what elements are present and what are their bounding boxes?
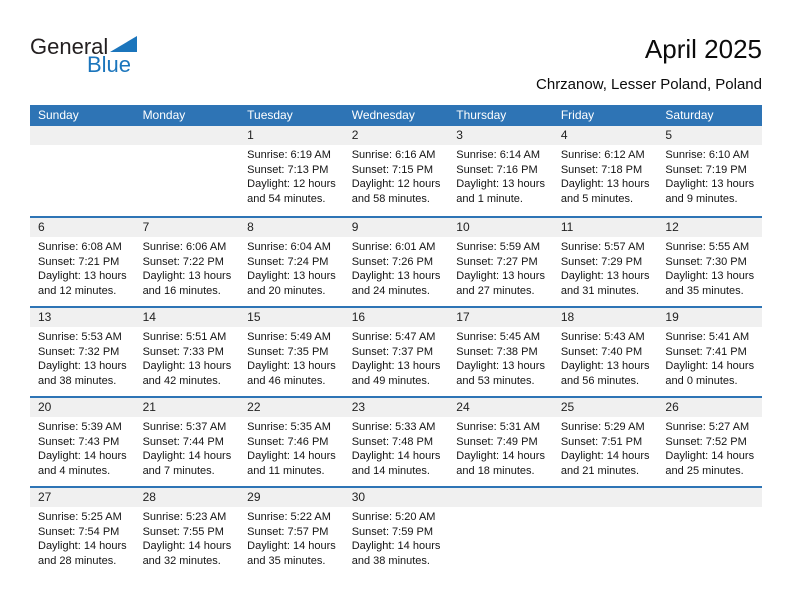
daylight-text-line1: Daylight: 13 hours	[38, 360, 127, 373]
weekday-header-tuesday: Tuesday	[247, 108, 293, 122]
sunset-text: Sunset: 7:51 PM	[560, 435, 643, 448]
daylight-text-line2: and 0 minutes.	[665, 374, 738, 387]
day-number: 24	[448, 398, 553, 417]
sunset-text: Sunset: 7:35 PM	[247, 345, 329, 358]
weekday-header-sunday: Sunday	[38, 108, 79, 122]
empty-day-cell	[135, 126, 240, 216]
day-number: 15	[239, 308, 344, 327]
day-cell	[135, 398, 240, 486]
sunset-text: Sunset: 7:38 PM	[456, 345, 538, 358]
daylight-text-line1: Daylight: 13 hours	[560, 178, 650, 191]
sunrise-text: Sunrise: 6:08 AM	[38, 241, 122, 253]
day-cell	[344, 308, 449, 396]
daylight-text-line2: and 16 minutes.	[142, 284, 221, 297]
day-number: 19	[657, 308, 762, 327]
sunrise-text: Sunrise: 5:29 AM	[560, 421, 645, 433]
day-number: 4	[553, 126, 658, 145]
sunset-text: Sunset: 7:57 PM	[247, 525, 329, 538]
sunrise-text: Sunrise: 5:49 AM	[247, 331, 331, 343]
empty-day-cell	[448, 488, 553, 576]
week-row	[30, 126, 762, 216]
day-number: 11	[553, 218, 658, 237]
daylight-text-line1: Daylight: 13 hours	[456, 270, 545, 283]
sunset-text: Sunset: 7:59 PM	[351, 525, 434, 538]
daylight-text-line2: and 14 minutes.	[351, 464, 430, 477]
sunset-text: Sunset: 7:33 PM	[142, 345, 224, 358]
day-number: 25	[553, 398, 658, 417]
sunset-text: Sunset: 7:18 PM	[560, 163, 643, 176]
weekday-header-thursday: Thursday	[456, 108, 507, 122]
daylight-text-line2: and 21 minutes.	[560, 464, 640, 477]
empty-day-cell	[657, 488, 762, 576]
sunrise-text: Sunrise: 5:53 AM	[38, 331, 122, 343]
sunset-text: Sunset: 7:43 PM	[38, 435, 120, 448]
day-cell	[344, 398, 449, 486]
sunset-text: Sunset: 7:54 PM	[38, 525, 120, 538]
daylight-text-line2: and 12 minutes.	[38, 284, 117, 297]
sunrise-text: Sunrise: 5:51 AM	[142, 331, 227, 343]
sunrise-text: Sunrise: 5:20 AM	[351, 511, 436, 523]
weekday-header-friday: Friday	[560, 108, 595, 122]
sunset-text: Sunset: 7:46 PM	[247, 435, 329, 448]
day-number: 17	[448, 308, 553, 327]
daylight-text-line2: and 25 minutes.	[665, 464, 744, 477]
daylight-text-line1: Daylight: 13 hours	[560, 360, 650, 373]
calendar-body	[30, 126, 762, 576]
daylight-text-line2: and 4 minutes.	[38, 464, 111, 477]
day-cell	[344, 488, 449, 576]
daylight-text-line1: Daylight: 13 hours	[665, 178, 755, 191]
week-row	[30, 396, 762, 486]
day-number: 6	[30, 218, 135, 237]
daylight-text-line1: Daylight: 13 hours	[247, 270, 336, 283]
sunset-text: Sunset: 7:26 PM	[351, 255, 434, 268]
sunset-text: Sunset: 7:41 PM	[665, 345, 747, 358]
day-number: 14	[135, 308, 240, 327]
sunrise-text: Sunrise: 5:57 AM	[560, 241, 645, 253]
daylight-text-line1: Daylight: 13 hours	[665, 270, 755, 283]
sunrise-text: Sunrise: 6:06 AM	[142, 241, 227, 253]
day-cell	[553, 308, 658, 396]
sunrise-text: Sunrise: 6:04 AM	[247, 241, 331, 253]
sunrise-text: Sunrise: 5:31 AM	[456, 421, 541, 433]
sunrise-text: Sunrise: 5:27 AM	[665, 421, 750, 433]
general-blue-logo	[30, 36, 170, 90]
weekday-header-wednesday: Wednesday	[351, 108, 415, 122]
daylight-text-line2: and 27 minutes.	[456, 284, 535, 297]
day-cell	[448, 126, 553, 216]
sunrise-text: Sunrise: 5:23 AM	[142, 511, 227, 523]
empty-day-cell	[553, 488, 658, 576]
weekday-header-saturday: Saturday	[665, 108, 714, 122]
sunset-text: Sunset: 7:13 PM	[247, 163, 329, 176]
daylight-text-line2: and 18 minutes.	[456, 464, 535, 477]
sunset-text: Sunset: 7:27 PM	[456, 255, 538, 268]
daylight-text-line2: and 7 minutes.	[142, 464, 215, 477]
daylight-text-line2: and 28 minutes.	[38, 554, 117, 567]
weekday-header-monday: Monday	[142, 108, 186, 122]
sunrise-text: Sunrise: 6:19 AM	[247, 149, 331, 161]
sunrise-text: Sunrise: 6:01 AM	[351, 241, 436, 253]
day-cell	[30, 218, 135, 306]
day-number: 8	[239, 218, 344, 237]
day-cell	[30, 398, 135, 486]
daylight-text-line1: Daylight: 14 hours	[38, 540, 127, 553]
daylight-text-line2: and 35 minutes.	[247, 554, 326, 567]
sunrise-text: Sunrise: 5:45 AM	[456, 331, 541, 343]
daylight-text-line1: Daylight: 13 hours	[351, 360, 441, 373]
daylight-text-line1: Daylight: 14 hours	[456, 450, 545, 463]
daylight-text-line2: and 42 minutes.	[142, 374, 221, 387]
daylight-text-line1: Daylight: 14 hours	[142, 450, 232, 463]
sunrise-text: Sunrise: 6:10 AM	[665, 149, 750, 161]
sunset-text: Sunset: 7:49 PM	[456, 435, 538, 448]
daylight-text-line2: and 53 minutes.	[456, 374, 535, 387]
daylight-text-line1: Daylight: 12 hours	[351, 178, 441, 191]
day-number	[135, 126, 240, 145]
daylight-text-line2: and 32 minutes.	[142, 554, 221, 567]
daylight-text-line1: Daylight: 14 hours	[142, 540, 232, 553]
page-header	[30, 34, 762, 100]
day-cell	[239, 308, 344, 396]
sunset-text: Sunset: 7:52 PM	[665, 435, 747, 448]
day-cell	[135, 488, 240, 576]
sunrise-text: Sunrise: 5:37 AM	[142, 421, 227, 433]
day-number	[448, 488, 553, 507]
daylight-text-line1: Daylight: 13 hours	[351, 270, 441, 283]
location-subtitle: Chrzanow, Lesser Poland, Poland	[536, 76, 762, 93]
day-cell	[239, 398, 344, 486]
daylight-text-line2: and 31 minutes.	[560, 284, 640, 297]
page-title: April 2025	[644, 34, 762, 64]
daylight-text-line2: and 9 minutes.	[665, 192, 738, 205]
sunset-text: Sunset: 7:44 PM	[142, 435, 224, 448]
daylight-text-line2: and 38 minutes.	[38, 374, 117, 387]
day-cell	[239, 218, 344, 306]
daylight-text-line2: and 1 minute.	[456, 192, 523, 205]
sunset-text: Sunset: 7:19 PM	[665, 163, 747, 176]
day-cell	[657, 398, 762, 486]
day-cell	[239, 488, 344, 576]
daylight-text-line2: and 56 minutes.	[560, 374, 640, 387]
day-number: 12	[657, 218, 762, 237]
sunset-text: Sunset: 7:29 PM	[560, 255, 643, 268]
day-number: 20	[30, 398, 135, 417]
daylight-text-line1: Daylight: 14 hours	[665, 450, 755, 463]
sunrise-text: Sunrise: 5:22 AM	[247, 511, 331, 523]
day-number: 2	[344, 126, 449, 145]
sunset-text: Sunset: 7:30 PM	[665, 255, 747, 268]
calendar-header-row	[30, 105, 762, 126]
day-cell	[135, 218, 240, 306]
sunrise-text: Sunrise: 5:39 AM	[38, 421, 122, 433]
week-row	[30, 216, 762, 306]
daylight-text-line1: Daylight: 13 hours	[142, 270, 232, 283]
day-number	[30, 126, 135, 145]
sunset-text: Sunset: 7:48 PM	[351, 435, 434, 448]
daylight-text-line1: Daylight: 12 hours	[247, 178, 336, 191]
day-cell	[553, 218, 658, 306]
sunrise-text: Sunrise: 5:35 AM	[247, 421, 331, 433]
daylight-text-line2: and 58 minutes.	[351, 192, 430, 205]
sunrise-text: Sunrise: 5:33 AM	[351, 421, 436, 433]
daylight-text-line1: Daylight: 13 hours	[247, 360, 336, 373]
day-cell	[448, 398, 553, 486]
sunset-text: Sunset: 7:22 PM	[142, 255, 224, 268]
daylight-text-line2: and 5 minutes.	[560, 192, 633, 205]
day-cell	[657, 126, 762, 216]
sunset-text: Sunset: 7:15 PM	[351, 163, 434, 176]
daylight-text-line1: Daylight: 13 hours	[560, 270, 650, 283]
day-cell	[553, 398, 658, 486]
sunset-text: Sunset: 7:55 PM	[142, 525, 224, 538]
daylight-text-line1: Daylight: 14 hours	[560, 450, 650, 463]
daylight-text-line1: Daylight: 14 hours	[247, 540, 336, 553]
daylight-text-line1: Daylight: 13 hours	[38, 270, 127, 283]
day-number: 23	[344, 398, 449, 417]
day-number: 1	[239, 126, 344, 145]
sunset-text: Sunset: 7:24 PM	[247, 255, 329, 268]
day-number: 9	[344, 218, 449, 237]
daylight-text-line1: Daylight: 14 hours	[665, 360, 755, 373]
daylight-text-line2: and 24 minutes.	[351, 284, 430, 297]
empty-day-cell	[30, 126, 135, 216]
day-cell	[553, 126, 658, 216]
day-number: 3	[448, 126, 553, 145]
day-number: 18	[553, 308, 658, 327]
sunrise-text: Sunrise: 5:25 AM	[38, 511, 122, 523]
sunrise-text: Sunrise: 5:43 AM	[560, 331, 645, 343]
day-cell	[448, 308, 553, 396]
day-number: 16	[344, 308, 449, 327]
day-number: 26	[657, 398, 762, 417]
day-cell	[657, 308, 762, 396]
sunrise-text: Sunrise: 5:47 AM	[351, 331, 436, 343]
daylight-text-line1: Daylight: 14 hours	[38, 450, 127, 463]
logo-text-blue: Blue	[87, 52, 132, 77]
sunrise-text: Sunrise: 6:16 AM	[351, 149, 436, 161]
day-cell	[135, 308, 240, 396]
daylight-text-line1: Daylight: 13 hours	[142, 360, 232, 373]
sunset-text: Sunset: 7:37 PM	[351, 345, 434, 358]
week-row	[30, 306, 762, 396]
day-number: 30	[344, 488, 449, 507]
day-number: 21	[135, 398, 240, 417]
sunrise-text: Sunrise: 6:12 AM	[560, 149, 645, 161]
week-row	[30, 486, 762, 576]
calendar	[30, 105, 762, 576]
daylight-text-line1: Daylight: 14 hours	[247, 450, 336, 463]
sunset-text: Sunset: 7:40 PM	[560, 345, 643, 358]
day-number: 13	[30, 308, 135, 327]
daylight-text-line2: and 20 minutes.	[247, 284, 326, 297]
day-cell	[657, 218, 762, 306]
daylight-text-line2: and 38 minutes.	[351, 554, 430, 567]
day-number: 7	[135, 218, 240, 237]
day-number	[553, 488, 658, 507]
day-number	[657, 488, 762, 507]
sunset-text: Sunset: 7:16 PM	[456, 163, 538, 176]
day-cell	[448, 218, 553, 306]
sunrise-text: Sunrise: 5:59 AM	[456, 241, 541, 253]
daylight-text-line2: and 46 minutes.	[247, 374, 326, 387]
daylight-text-line1: Daylight: 13 hours	[456, 178, 545, 191]
day-number: 27	[30, 488, 135, 507]
daylight-text-line1: Daylight: 13 hours	[456, 360, 545, 373]
sunrise-text: Sunrise: 5:55 AM	[665, 241, 750, 253]
day-number: 10	[448, 218, 553, 237]
day-number: 28	[135, 488, 240, 507]
sunset-text: Sunset: 7:32 PM	[38, 345, 120, 358]
daylight-text-line1: Daylight: 14 hours	[351, 450, 441, 463]
day-number: 22	[239, 398, 344, 417]
sunset-text: Sunset: 7:21 PM	[38, 255, 120, 268]
daylight-text-line2: and 49 minutes.	[351, 374, 430, 387]
daylight-text-line2: and 35 minutes.	[665, 284, 744, 297]
daylight-text-line2: and 11 minutes.	[247, 464, 325, 477]
day-cell	[30, 488, 135, 576]
day-number: 29	[239, 488, 344, 507]
day-cell	[344, 218, 449, 306]
day-cell	[239, 126, 344, 216]
day-cell	[30, 308, 135, 396]
logo-text-general: General	[30, 34, 109, 59]
sunrise-text: Sunrise: 5:41 AM	[665, 331, 750, 343]
daylight-text-line1: Daylight: 14 hours	[351, 540, 441, 553]
day-cell	[344, 126, 449, 216]
sunrise-text: Sunrise: 6:14 AM	[456, 149, 541, 161]
day-number: 5	[657, 126, 762, 145]
daylight-text-line2: and 54 minutes.	[247, 192, 326, 205]
